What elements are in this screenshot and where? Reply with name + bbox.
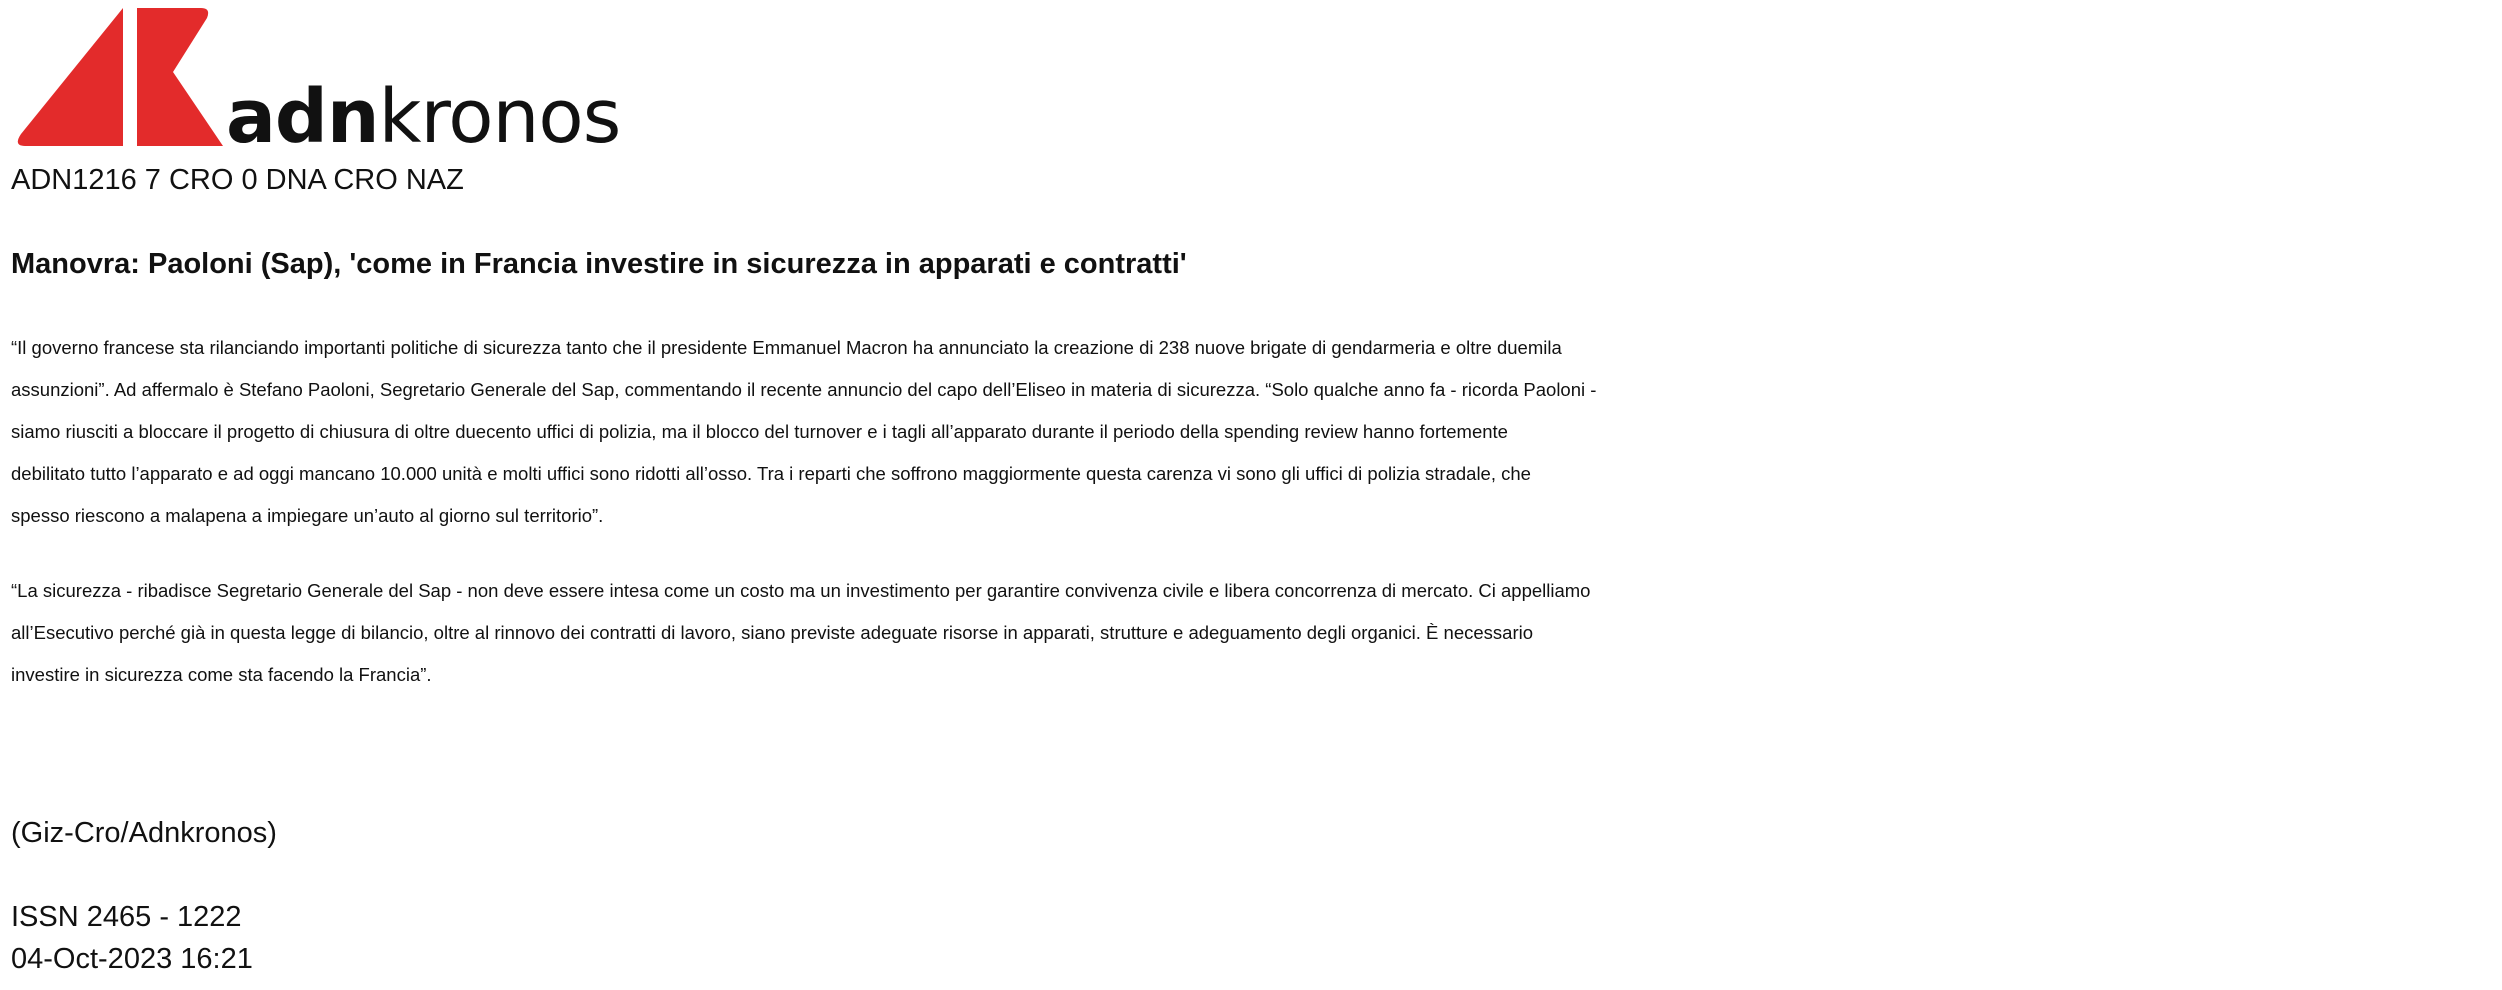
logo-red-triangle: [18, 8, 123, 146]
paragraph-line: “Il governo francese sta rilanciando importanti politiche di sicurezza tanto che il presidente Emmanuel Macron ha annunciato la creazione di 238 nuove brigate di gendarmeria e oltre duemila: [11, 337, 1562, 358]
paragraph-line: spesso riescono a malapena a impiegare un’auto al giorno sul territorio”.: [11, 505, 604, 526]
adnkronos-logo: [13, 8, 621, 160]
article-paragraph: [11, 327, 2491, 537]
issn-number: ISSN 2465 - 1222: [11, 901, 242, 933]
publication-datetime: 04-Oct-2023 16:21: [11, 943, 253, 975]
paragraph-line: all’Esecutivo perché già in questa legge di bilancio, oltre al rinnovo dei contratti di lavoro, siano previste adeguate risorse in apparati, strutture e adeguamento degli organici. È necessario: [11, 622, 1534, 643]
paragraph-line: investire in sicurezza come sta facendo la Francia”.: [11, 664, 432, 685]
paragraph-line: “La sicurezza - ribadisce Segretario Generale del Sap - non deve essere intesa come un costo ma un investimento per garantire convivenza civile e libera concorrenza di mercato. Ci appelliamo: [11, 580, 1591, 601]
logo-wordmark: [226, 74, 620, 160]
article-headline: Manovra: Paoloni (Sap), 'come in Francia investire in sicurezza in apparati e contratti': [11, 248, 1187, 280]
dispatch-code: ADN1216 7 CRO 0 DNA CRO NAZ: [11, 164, 464, 196]
paragraph-line: assunzioni”. Ad affermalo è Stefano Paoloni, Segretario Generale del Sap, commentando il recente annuncio del capo dell’Eliseo in materia di sicurezza. “Solo qualche anno fa - ricorda Paoloni -: [11, 379, 1597, 400]
paragraph-line: siamo riusciti a bloccare il progetto di chiusura di oltre duecento uffici di polizia, ma il blocco del turnover e i tagli all’apparato durante il periodo della spending review hanno fortemente: [11, 421, 1508, 442]
logo-red-k-chevron: [137, 8, 223, 146]
logo-wordmark-regular: kronos: [378, 74, 621, 160]
article-signoff: (Giz-Cro/Adnkronos): [11, 817, 277, 849]
paragraph-line: debilitato tutto l’apparato e ad oggi mancano 10.000 unità e molti uffici sono ridotti all’osso. Tra i reparti che soffrono maggiormente questa carenza vi sono gli uffici di polizia stradale, che: [11, 463, 1531, 484]
adnkronos-logo-graphic: [13, 8, 621, 160]
article-paragraph: [11, 570, 2491, 696]
logo-wordmark-bold: adn: [226, 74, 379, 160]
